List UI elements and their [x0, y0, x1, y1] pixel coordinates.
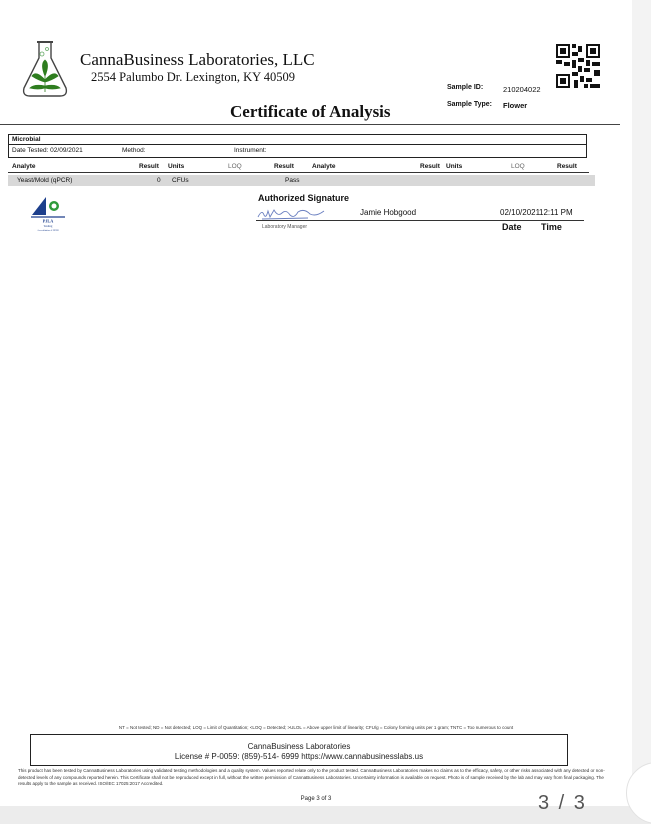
signature-line	[256, 220, 584, 221]
authorized-signature-heading: Authorized Signature	[258, 193, 350, 203]
section-title: Microbial	[12, 136, 41, 143]
company-name: CannaBusiness Laboratories, LLC	[80, 50, 315, 69]
qr-code-icon	[556, 44, 600, 88]
signature-time: 12:11 PM	[539, 208, 573, 217]
signature-date: 02/10/2021	[500, 208, 541, 217]
viewer-background	[632, 0, 651, 806]
footer-lab-name: CannaBusiness Laboratories	[247, 742, 351, 751]
method-label: Method:	[122, 147, 146, 154]
time-label: Time	[541, 222, 562, 232]
page-number: Page 3 of 3	[300, 796, 332, 802]
sample-id-value: 210204022	[503, 85, 541, 94]
signer-name: Jamie Hobgood	[360, 208, 417, 217]
col-header-analyte: Analyte	[12, 163, 36, 170]
date-tested: Date Tested: 02/09/2021	[12, 147, 83, 154]
disclaimer-text: This product has been tested by CannaBusiness Laboratories using validated testing methodologies and a quality system. Values reported relate only to the product tested. CannaBusiness Laboratories makes no claims as to the efficacy, safety, or other risks associated with any detected or non-detected levels of any compounds reported herein. This Certificate shall not be reproduced except in full, without the written permission of CannaBusiness Laboratories. Uncertainty information is available on request. Photo is of sample received by the lab and may vary from final packaging. The results apply to the sample as received. ISO/IEC 17025:2017 Accredited.	[18, 768, 605, 787]
signer-role: Laboratory Manager	[262, 224, 308, 230]
row-result: 0	[157, 177, 161, 184]
sample-id-label: Sample ID:	[447, 84, 484, 91]
date-label: Date	[502, 222, 522, 232]
pjla-accreditation-badge	[28, 193, 68, 233]
row-status: Pass	[285, 177, 300, 184]
col-header-result-3: Result	[420, 163, 440, 170]
col-header-loq-2: LOQ	[511, 163, 525, 170]
table-row	[8, 175, 595, 186]
abbreviation-legend: NT = Not tested; ND = Not detected; LOQ = Limit of Quantitation; <LOQ = Detected; >ULOL = Above upper limit of linearity; CFU/g = Colony forming units per 1 gram; TNTC = Too numerous to count	[118, 725, 514, 730]
table-header-divider	[8, 172, 589, 173]
handwritten-signature	[256, 205, 326, 221]
document-title: Certificate of Analysis	[230, 102, 391, 121]
header-divider	[0, 124, 620, 125]
col-header-result-4: Result	[557, 163, 577, 170]
section-box-divider	[9, 144, 586, 145]
license-box	[30, 734, 568, 766]
instrument-label: Instrument:	[234, 147, 267, 154]
company-address: 2554 Palumbo Dr. Lexington, KY 40509	[91, 70, 296, 84]
col-header-analyte-2: Analyte	[312, 163, 336, 170]
col-header-result-2: Result	[274, 163, 294, 170]
row-units: CFUs	[172, 177, 189, 184]
pjla-badge-id: Accreditation # 99999	[37, 229, 59, 232]
lab-flask-leaf-logo	[22, 40, 68, 98]
page-indicator: 3 / 3	[538, 792, 587, 814]
row-analyte: Yeast/Mold (qPCR)	[17, 177, 73, 184]
footer-license-line: License # P-0059: (859)-514- 6999 https://www.cannabusinesslabs.us	[174, 752, 424, 761]
sample-type-label: Sample Type:	[447, 101, 492, 108]
col-header-units-2: Units	[446, 163, 463, 170]
sample-type-value: Flower	[503, 101, 528, 110]
microbial-section-box	[8, 134, 587, 158]
pjla-badge-sub: Testing	[43, 224, 53, 228]
col-header-result: Result	[139, 163, 159, 170]
col-header-units: Units	[168, 163, 185, 170]
col-header-loq: LOQ	[228, 163, 242, 170]
pjla-badge-text: PJLA	[42, 218, 54, 224]
